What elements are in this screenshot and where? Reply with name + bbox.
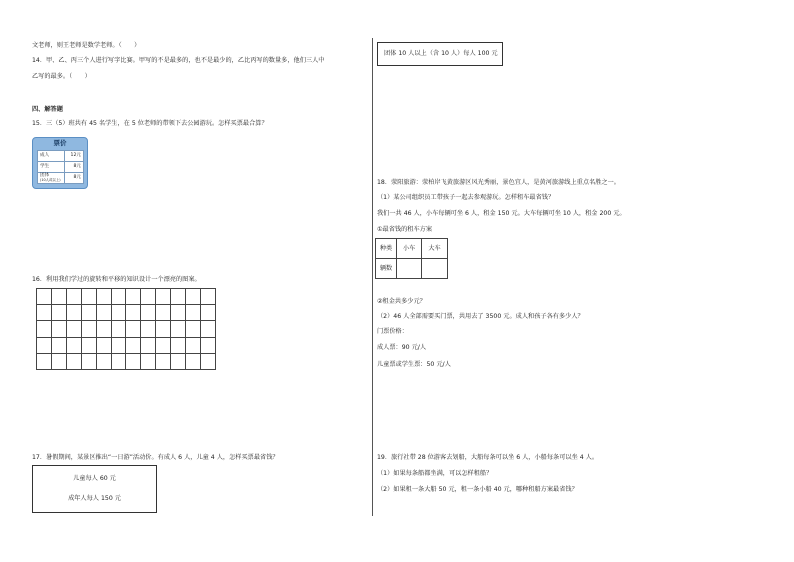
drawing-grid	[36, 288, 216, 370]
grid-cell[interactable]	[171, 321, 186, 337]
grid-cell[interactable]	[200, 337, 215, 353]
grid-row	[37, 321, 216, 337]
grid-cell[interactable]	[126, 321, 141, 337]
grid-cell[interactable]	[186, 337, 201, 353]
ticket-price: 8元	[65, 173, 84, 184]
grid-cell[interactable]	[81, 321, 96, 337]
q18-part1: （1）某公司组织员工带孩子一起去参观游玩。怎样租车最省钱？	[377, 194, 555, 201]
q15-text: 15．三（5）班共有 45 名学生，在 5 位老师的带领下去公园游玩。怎样买票最合算？	[32, 120, 268, 127]
column-divider	[372, 38, 373, 516]
grid-cell[interactable]	[200, 353, 215, 369]
grid-cell[interactable]	[111, 289, 126, 305]
ticket-price-label: 门票价格：	[377, 328, 408, 335]
grid-cell[interactable]	[200, 305, 215, 321]
grid-cell[interactable]	[141, 321, 156, 337]
grid-cell[interactable]	[81, 353, 96, 369]
table-row	[376, 259, 448, 279]
grid-cell[interactable]	[156, 321, 171, 337]
child-price-text: 儿童每人 60 元	[73, 475, 116, 482]
grid-cell[interactable]	[51, 321, 66, 337]
ticket-price: 8元	[65, 162, 84, 173]
q14-line1: 14．甲、乙、丙三个人进行写字比赛。甲写的不是最多的，也不是最少的，乙比丙写的数量多，他们三人中	[32, 57, 325, 64]
grid-cell[interactable]	[37, 353, 52, 369]
q17-text: 17．暑假期间，某景区推出“一日游”活动价。有成人 6 人，儿童 4 人，怎样买票最省钱？	[32, 454, 279, 461]
grid-cell[interactable]	[141, 353, 156, 369]
q19-part2: （2）如果租一条大船 50 元，租一条小船 40 元，哪种租船方案最省钱？	[377, 486, 578, 493]
adult-ticket-price: 成人票：90 元/人	[377, 344, 427, 351]
grid-cell[interactable]	[81, 305, 96, 321]
grid-cell[interactable]	[171, 305, 186, 321]
group-price-text: 团体 10 人以上（含 10 人）每人 100 元	[384, 50, 498, 57]
grid-cell[interactable]	[186, 305, 201, 321]
q16-text: 16．利用我们学过的旋转和平移的知识设计一个漂亮的图案。	[32, 276, 201, 283]
grid-cell[interactable]	[141, 289, 156, 305]
ticket-row	[38, 173, 84, 184]
ticket-row	[38, 151, 84, 162]
grid-cell[interactable]	[141, 305, 156, 321]
grid-cell[interactable]	[96, 321, 111, 337]
grid-cell[interactable]	[96, 337, 111, 353]
answer-cell-small-car[interactable]	[397, 259, 422, 279]
grid-cell[interactable]	[111, 305, 126, 321]
grid-cell[interactable]	[126, 353, 141, 369]
grid-cell[interactable]	[111, 337, 126, 353]
table-row	[376, 239, 448, 259]
grid-cell[interactable]	[141, 337, 156, 353]
grid-cell[interactable]	[156, 353, 171, 369]
grid-cell[interactable]	[51, 337, 66, 353]
ticket-label-note: (10人或以上)	[40, 177, 61, 182]
q17-price-box	[32, 465, 157, 513]
grid-cell[interactable]	[66, 289, 81, 305]
ticket-price-table	[37, 150, 84, 184]
answer-cell-big-car[interactable]	[422, 259, 448, 279]
table-header-cell: 种类	[376, 239, 397, 259]
q18-plan-title: ①最省钱的租车方案	[377, 226, 433, 233]
q18-part1-info: 我们一共 46 人，小车每辆可坐 6 人，租金 150 元。大车每辆可坐 10 人，租金 200 元。	[377, 210, 626, 217]
grid-cell[interactable]	[111, 321, 126, 337]
grid-cell[interactable]	[81, 337, 96, 353]
grid-cell[interactable]	[171, 353, 186, 369]
table-row-label: 辆数	[376, 259, 397, 279]
group-price-box	[377, 42, 503, 66]
q14-line2: 乙写的最多。（ ）	[32, 73, 91, 80]
ticket-label-text: 团体	[40, 173, 50, 178]
grid-cell[interactable]	[156, 289, 171, 305]
grid-cell[interactable]	[96, 305, 111, 321]
grid-cell[interactable]	[200, 289, 215, 305]
grid-cell[interactable]	[126, 289, 141, 305]
grid-cell[interactable]	[37, 321, 52, 337]
q18-text: 18．荥阳旅游：荥柏岸飞黄旅游区风光秀丽，景色宜人，是黄河旅游线上重点名胜之一。	[377, 179, 620, 186]
grid-cell[interactable]	[37, 305, 52, 321]
grid-cell[interactable]	[37, 337, 52, 353]
grid-cell[interactable]	[81, 289, 96, 305]
grid-cell[interactable]	[126, 305, 141, 321]
ticket-label: 成人	[38, 151, 65, 162]
grid-cell[interactable]	[186, 321, 201, 337]
grid-row	[37, 353, 216, 369]
q19-part1: （1）如果每条船都坐满，可以怎样租船？	[377, 470, 493, 477]
grid-cell[interactable]	[96, 353, 111, 369]
grid-cell[interactable]	[156, 305, 171, 321]
grid-cell[interactable]	[171, 337, 186, 353]
ticket-label	[38, 173, 65, 184]
adult-price-text: 成年人每人 150 元	[68, 495, 121, 502]
grid-cell[interactable]	[66, 353, 81, 369]
grid-cell[interactable]	[96, 289, 111, 305]
grid-row	[37, 337, 216, 353]
ticket-row	[38, 162, 84, 173]
ticket-title: 票价	[53, 139, 67, 147]
grid-cell[interactable]	[186, 353, 201, 369]
table-header-cell: 大车	[422, 239, 448, 259]
grid-cell[interactable]	[51, 289, 66, 305]
grid-cell[interactable]	[66, 305, 81, 321]
table-header-cell: 小车	[397, 239, 422, 259]
grid-cell[interactable]	[111, 353, 126, 369]
q18-part2: （2）46 人全部需要买门票，共用去了 3500 元。成人和孩子各有多少人？	[377, 313, 584, 320]
q19-text: 19．旅行社带 28 位游客去划船，大船每条可以坐 6 人，小船每条可以坐 4 人。	[377, 454, 599, 461]
grid-cell[interactable]	[51, 305, 66, 321]
grid-cell[interactable]	[200, 321, 215, 337]
grid-cell[interactable]	[37, 289, 52, 305]
child-ticket-price: 儿童票或学生票：50 元/人	[377, 361, 451, 368]
grid-cell[interactable]	[186, 289, 201, 305]
ticket-price: 12元	[65, 151, 84, 162]
grid-cell[interactable]	[66, 321, 81, 337]
ticket-price-card	[32, 137, 88, 189]
section-heading-answer: 四、解答题	[32, 106, 63, 113]
grid-row	[37, 289, 216, 305]
q18-rent-title: ②租金共多少元？	[377, 298, 426, 305]
q13-continuation: 文老师，则王老师是数学老师。（ ）	[32, 42, 141, 49]
grid-row	[37, 305, 216, 321]
grid-cell[interactable]	[171, 289, 186, 305]
grid-cell[interactable]	[126, 337, 141, 353]
grid-cell[interactable]	[156, 337, 171, 353]
car-plan-table	[375, 238, 448, 279]
grid-cell[interactable]	[66, 337, 81, 353]
grid-cell[interactable]	[51, 353, 66, 369]
ticket-label: 学生	[38, 162, 65, 173]
